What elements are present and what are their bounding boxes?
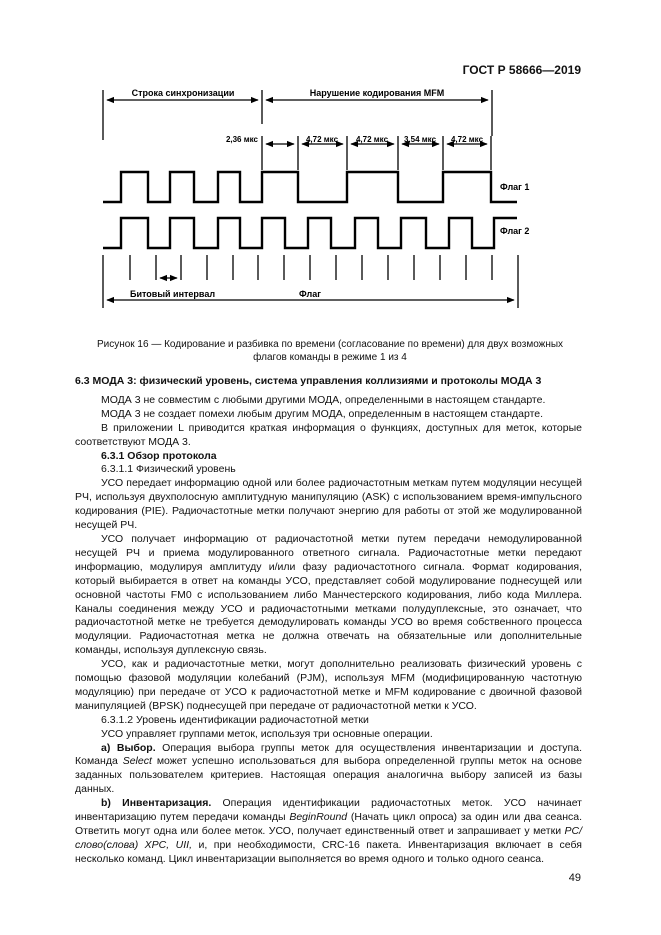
paragraph: УСО управляет группами меток, используя три основные операции. bbox=[101, 727, 433, 740]
list-item-label: а) Выбор. bbox=[101, 741, 156, 754]
page-number: 49 bbox=[568, 872, 581, 884]
flag-label: Флаг bbox=[299, 289, 321, 299]
mfm-violation-label: Нарушение кодирования MFM bbox=[309, 88, 445, 98]
field-names: PC/слово(слова) XPC, UII, bbox=[75, 825, 582, 851]
paragraph: УСО получает информацию от радиочастотной метки путем передачи немодулированной несущей РЧ и приема модулированного ответного сигнала. Радиочастотные метки передают информацию, модулируя амплитуду и/или фазу радиочастотного сигнала. Формат кодирования, который выбирается в ответ на команды УСО, представляет собой модулирование поднесущей или основной частоты FM0 с использованием либо Манчестерского кодирования, либо кода Миллера. Каналы соединения между УСО и радиочастотными метками полудуплексные, это означает, что радиочастотной метке не требуется демодулировать команды УСО во время собственного процесса модуляции. Радиочастотная метка не должна отвечать на обязательные или дополнительные команды, используя дуплексную связь. bbox=[75, 532, 582, 657]
paragraph: УСО передает информацию одной или более радиочастотным меткам путем модуляции несущей РЧ, используя двухполосную амплитудную манипуляцию (ASK) с использованием время-импульсного кодирования (PIE). Радиочастотные метки получают энергию для работы от этой же модулированной несущей РЧ. bbox=[75, 477, 582, 532]
list-item-inventory bbox=[75, 797, 582, 867]
sync-string-label: Строка синхронизации bbox=[131, 88, 235, 98]
paragraph: УСО, как и радиочастотные метки, могут дополнительно реализовать физический уровень с помощью фазовой модуляции колебаний (PJM), используя MFM (модифицированную частотную модуляцию) при передаче от УСО к радиочастотной метке и MFM кодирование с двоичной фазовой манипуляцией (BPSK) поднесущей при передаче от радиочастотной метки к УСО. bbox=[75, 658, 582, 712]
interval-label-4: 3,54 мкс bbox=[403, 135, 437, 144]
interval-label-3: 4,72 мкс bbox=[355, 135, 389, 144]
paragraph: МОДА 3 не создает помехи любым другим МОДА, определенным в настоящем стандарте. bbox=[101, 407, 544, 420]
section-title: 6.3 МОДА 3: физический уровень, система управления коллизиями и протоколы МОДА 3 bbox=[75, 375, 542, 387]
bit-interval-label: Битовый интервал bbox=[130, 289, 216, 299]
list-item-text: может успешно использоваться для выбора определенной группы меток на основе заданных пользователем критериев. Настоящая операция аналогична выбору записей из базы данных. bbox=[75, 755, 582, 796]
paragraph: МОДА 3 не совместим с любыми другими МОДА, определенными в настоящем стандарте. bbox=[101, 393, 546, 406]
list-item-text: (Начать цикл опроса) за один или два сеанса. Ответить могут одна или более меток. УСО, получает единственный ответ и запрашивает у метки bbox=[75, 811, 583, 837]
interval-label-1: 2,36 мкс bbox=[225, 135, 258, 144]
list-item-text: и, при необходимости, CRC-16 пакета. Инвентаризация включает в себя несколько команд. Цикл инвентаризации выполняется во время одного и только одного сеанса. bbox=[75, 838, 582, 865]
document-header: ГОСТ Р 58666—2019 bbox=[462, 63, 581, 77]
body-text bbox=[75, 375, 582, 867]
list-item-text: Операция выбора группы меток для осуществления инвентаризации и доступа. Команда bbox=[75, 741, 582, 768]
subsubsection-heading: 6.3.1.1 Физический уровень bbox=[101, 463, 236, 476]
subsection-heading: 6.3.1 Обзор протокола bbox=[101, 449, 217, 462]
command-name: Select bbox=[122, 755, 152, 768]
list-item-text: Операция идентификации радиочастотных меток. УСО начинает инвентаризацию путем передачи команды bbox=[75, 797, 582, 824]
timing-diagram-svg bbox=[0, 80, 661, 340]
figure-caption: Рисунок 16 — Кодирование и разбивка по времени (согласование по времени) для двух возможных флагов команды в режиме 1 из 4 bbox=[96, 339, 564, 363]
flag1-label: Флаг 1 bbox=[500, 182, 530, 192]
flag2-label: Флаг 2 bbox=[500, 226, 530, 236]
timing-diagram bbox=[0, 80, 661, 340]
list-item-label: b) Инвентаризация. bbox=[101, 797, 212, 810]
command-name: BeginRound bbox=[289, 811, 348, 824]
interval-label-2: 4,72 мкс bbox=[305, 135, 339, 144]
subsubsection-heading: 6.3.1.2 Уровень идентификации радиочастотной метки bbox=[101, 713, 369, 726]
list-item-select bbox=[75, 742, 582, 798]
interval-label-5: 4,72 мкс bbox=[450, 135, 484, 144]
paragraph: В приложении L приводится краткая информация о функциях, доступных для меток, которые соответствуют МОДА 3. bbox=[75, 421, 582, 448]
